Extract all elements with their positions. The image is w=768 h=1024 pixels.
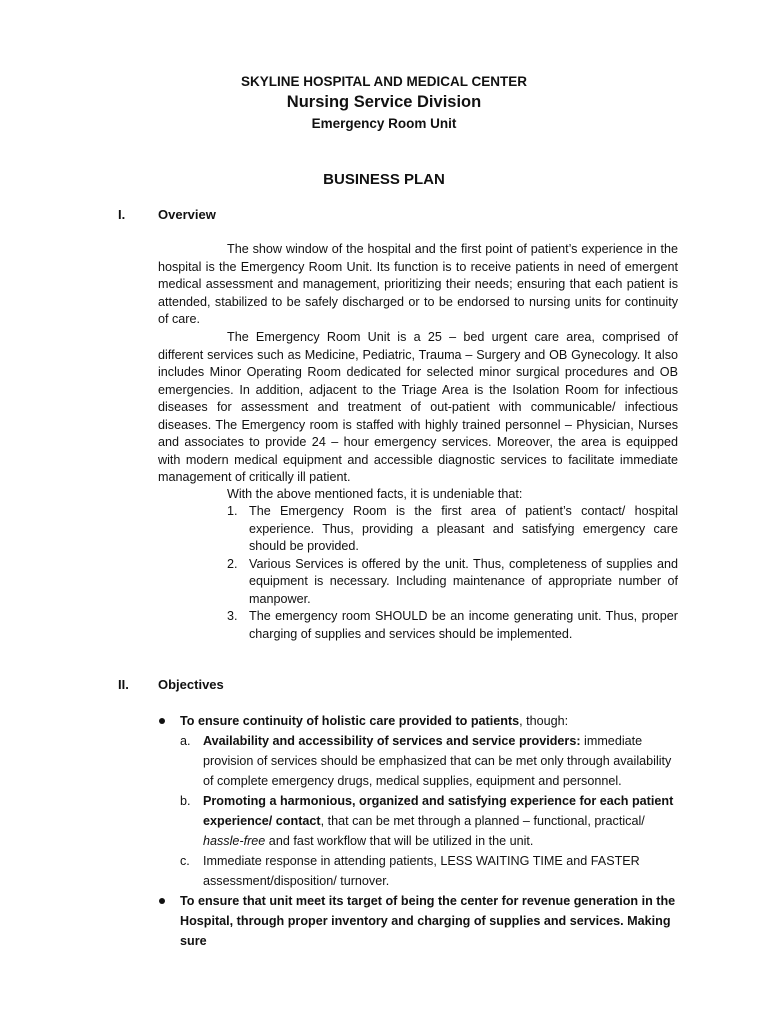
unit-name: Emergency Room Unit <box>311 116 457 131</box>
objective-bullet <box>158 711 678 731</box>
list-item-text: The Emergency Room is the first area of patient’s contact/ hospital experience. Thus, providing a pleasant and satisfying emergency care should be provided. <box>249 504 678 553</box>
sub-item-text: Immediate response in attending patients, LESS WAITING TIME and FASTER assessment/disposition/ turnover. <box>203 854 640 888</box>
sub-list-item <box>158 851 678 891</box>
sub-list-item <box>158 791 678 851</box>
sub-item-text: , that can be met through a planned – functional, practical/ <box>320 814 645 828</box>
sub-item-text: and fast workflow that will be utilized in the unit. <box>265 834 534 848</box>
sub-list-marker: a. <box>180 734 191 748</box>
list-item <box>227 503 678 556</box>
sub-list-marker: b. <box>180 794 191 808</box>
sub-item-bold-text: Availability and accessibility of services and service providers: <box>203 734 581 748</box>
org-name: SKYLINE HOSPITAL AND MEDICAL CENTER <box>240 74 528 89</box>
list-marker: 2. <box>227 556 238 571</box>
objective-bullet <box>158 891 678 951</box>
section-title-objectives: Objectives <box>158 677 224 692</box>
overview-paragraph-2: The Emergency Room Unit is a 25 – bed urgent care area, comprised of different services such as Medicine, Pediatric, Trauma – Surgery and OB Gynecology. It also includes Minor Operating Room dedicated for selected minor surgical procedures and OB emergencies. In addition, adjacent to the Triage Area is the Isolation Room for infectious diseases for assessment and treatment of out-patient with communicable/ infectious diseases. The Emergency room is staffed with highly trained personnel – Physician, Nurses and associates to provide 24 – hour emergency services. Moreover, the area is equipped with modern medical equipment and accessible diagnostic services to facilitate immediate management of critically ill patient. <box>158 330 678 484</box>
objective-text: , though: <box>519 714 569 728</box>
overview-paragraph-1: The show window of the hospital and the first point of patient’s experience in the hospital is the Emergency Room Unit. Its function is to receive patients in need of emergent medical assessment and management, prioritizing their needs; ensuring that each patient is attended, stabilized to be safely discharged or to be endorsed to nursing units for continuity of care. <box>158 242 678 326</box>
sub-item-text: immediate provision of services should be emphasized that can be met only through availability of complete emergency drugs, medical supplies, equipment and personnel. <box>203 734 672 788</box>
list-item-text: The emergency room SHOULD be an income generating unit. Thus, proper charging of supplies and services should be implemented. <box>249 609 678 641</box>
objective-bold-text: To ensure that unit meet its target of being the center for revenue generation in the Hospital, through proper inventory and charging of supplies and services. Making sure <box>180 894 676 948</box>
overview-numbered-list <box>227 503 678 643</box>
list-marker: 1. <box>227 504 238 518</box>
division-name: Nursing Service Division <box>286 93 482 111</box>
objectives-list <box>158 711 678 951</box>
objective-sub-list <box>158 731 678 891</box>
bullet-icon <box>159 898 165 904</box>
list-item <box>227 608 678 643</box>
bullet-icon <box>159 718 165 724</box>
section-number-overview: I. <box>118 207 126 222</box>
list-marker: 3. <box>227 609 238 623</box>
section-title-overview: Overview <box>158 207 216 222</box>
list-item-text: Various Services is offered by the unit. Thus, completeness of supplies and equipment is necessary. Including maintenance of appropriate number of manpower. <box>249 556 678 606</box>
document-title: BUSINESS PLAN <box>323 171 445 188</box>
section-number-objectives: II. <box>118 677 129 692</box>
sub-list-item <box>158 731 678 791</box>
objective-bold-text: To ensure continuity of holistic care provided to patients <box>180 714 520 728</box>
sub-item-bold-text: Promoting a harmonious, organized and satisfying experience for each patient experience/ contact <box>203 794 674 828</box>
sub-list-marker: c. <box>180 854 190 868</box>
overview-paragraph-3: With the above mentioned facts, it is undeniable that: <box>227 487 523 501</box>
sub-item-italic-text: hassle-free <box>203 834 266 848</box>
list-item <box>227 556 678 609</box>
